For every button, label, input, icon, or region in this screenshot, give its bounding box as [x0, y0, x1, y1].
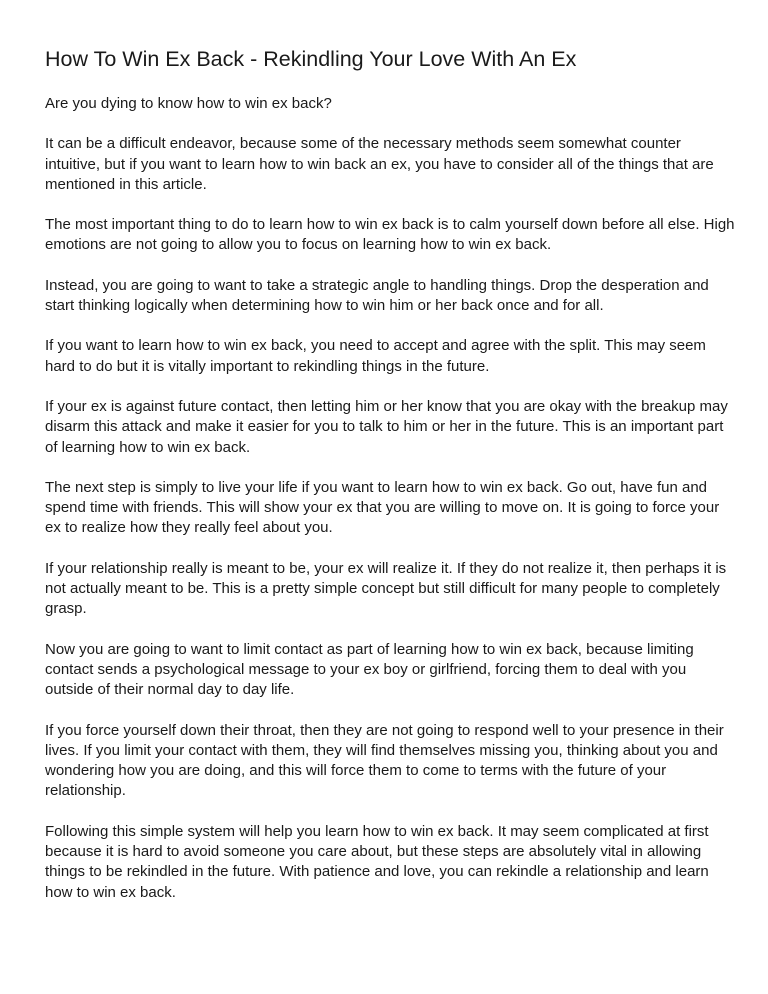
paragraph-conclusion: Following this simple system will help you learn how to win ex back. It may seem complicated at first because it is hard to avoid someone you care about, but these steps are absolutely vital in allowing things to be rekindled in the future. With patience and love, you can rekindle a relationship and learn how to win ex back.: [45, 822, 709, 901]
paragraph-intro-question: Are you dying to know how to win ex back?: [45, 95, 332, 112]
paragraph: It can be a difficult endeavor, because some of the necessary methods seem somewhat counter intuitive, but if you want to learn how to win back an ex, you have to consider all of the things that are mentioned in this article.: [45, 135, 714, 193]
paragraph: If your relationship really is meant to be, your ex will realize it. If they do not realize it, then perhaps it is not actually meant to be. This is a pretty simple concept but still difficult for many people to completely grasp.: [45, 559, 727, 618]
paragraph: Now you are going to want to limit contact as part of learning how to win ex back, because limiting contact sends a psychological message to your ex boy or girlfriend, forcing them to deal with you outside of their normal day to day life.: [45, 640, 694, 699]
paragraph: Instead, you are going to want to take a strategic angle to handling things. Drop the desperation and start thinking logically when determining how to win him or her back once and for all.: [45, 276, 709, 315]
paragraph: The next step is simply to live your life if you want to learn how to win ex back. Go out, have fun and spend time with friends. This will show your ex that you are willing to move on. It is going to force your ex to realize how they really feel about you.: [45, 478, 720, 537]
paragraph: The most important thing to do to learn how to win ex back is to calm yourself down before all else. High emotions are not going to allow you to focus on learning how to win ex back.: [45, 216, 735, 254]
document-title: How To Win Ex Back - Rekindling Your Love With An Ex: [45, 47, 577, 71]
paragraph: If you force yourself down their throat, then they are not going to respond well to your presence in their lives. If you limit your contact with them, they will find themselves missing you, thinking about you and wondering how you are doing, and this will force them to come to terms with the future of your relationship.: [45, 721, 724, 800]
document-page: [45, 44, 735, 923]
paragraph: If your ex is against future contact, then letting him or her know that you are okay with the breakup may disarm this attack and make it easier for you to talk to him or her in the future. This is an important part of learning how to win ex back.: [45, 397, 728, 456]
paragraph: If you want to learn how to win ex back, you need to accept and agree with the split. This may seem hard to do but it is vitally important to rekindling things in the future.: [45, 337, 706, 375]
